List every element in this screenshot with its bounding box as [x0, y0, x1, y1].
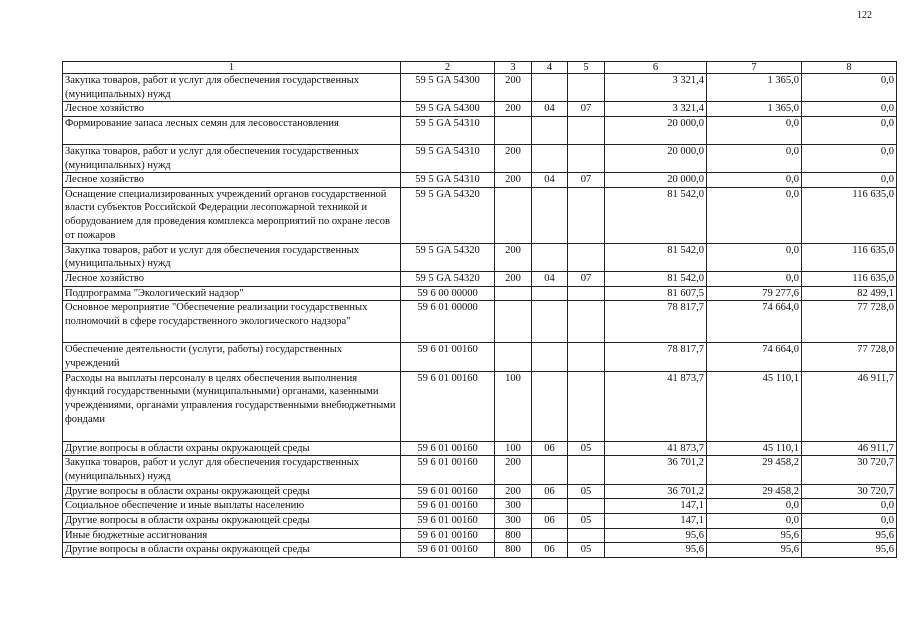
row-amount-6: 20 000,0 — [605, 144, 707, 172]
row-subsection — [568, 116, 605, 144]
row-subsection — [568, 343, 605, 371]
table-row — [63, 456, 897, 484]
row-name: Подпрограмма "Экологический надзор" — [63, 286, 401, 301]
row-code: 59 6 01 00160 — [401, 499, 495, 514]
table-row — [63, 74, 897, 102]
row-subsection: 05 — [568, 513, 605, 528]
row-code: 59 5 GA 54320 — [401, 187, 495, 243]
row-expense-type — [495, 286, 532, 301]
row-code: 59 5 GA 54310 — [401, 173, 495, 188]
row-amount-7: 74 664,0 — [707, 301, 802, 343]
row-amount-7: 0,0 — [707, 116, 802, 144]
row-amount-6: 3 321,4 — [605, 74, 707, 102]
budget-table — [62, 61, 897, 558]
row-amount-8: 77 728,0 — [802, 343, 897, 371]
row-section — [532, 371, 568, 441]
row-amount-7: 0,0 — [707, 187, 802, 243]
row-amount-7: 0,0 — [707, 513, 802, 528]
row-expense-type — [495, 116, 532, 144]
row-name: Закупка товаров, работ и услуг для обеспечения государственных (муниципальных) нужд — [63, 456, 401, 484]
row-code: 59 6 01 00000 — [401, 301, 495, 343]
table-row — [63, 286, 897, 301]
row-section: 06 — [532, 543, 568, 558]
row-amount-8: 77 728,0 — [802, 301, 897, 343]
row-subsection — [568, 371, 605, 441]
header-row — [63, 62, 897, 74]
row-name: Оснащение специализированных учреждений органов государственной власти субъектов Российской Федерации лесопожарной техникой и оборудованием для проведения комплекса мероприятий по охране лесов от пожаров — [63, 187, 401, 243]
row-code: 59 6 01 00160 — [401, 441, 495, 456]
row-section: 04 — [532, 102, 568, 117]
row-amount-8: 0,0 — [802, 144, 897, 172]
row-subsection — [568, 301, 605, 343]
row-expense-type — [495, 301, 532, 343]
row-amount-7: 45 110,1 — [707, 441, 802, 456]
row-amount-6: 81 542,0 — [605, 272, 707, 287]
row-section — [532, 456, 568, 484]
row-name: Другие вопросы в области охраны окружающей среды — [63, 484, 401, 499]
row-name: Закупка товаров, работ и услуг для обеспечения государственных (муниципальных) нужд — [63, 144, 401, 172]
row-amount-7: 1 365,0 — [707, 102, 802, 117]
row-amount-6: 95,6 — [605, 543, 707, 558]
row-expense-type: 200 — [495, 456, 532, 484]
table-row — [63, 144, 897, 172]
row-amount-7: 29 458,2 — [707, 456, 802, 484]
row-amount-8: 116 635,0 — [802, 272, 897, 287]
row-expense-type — [495, 343, 532, 371]
row-name: Другие вопросы в области охраны окружающей среды — [63, 441, 401, 456]
row-amount-8: 95,6 — [802, 543, 897, 558]
row-expense-type: 200 — [495, 272, 532, 287]
row-amount-7: 0,0 — [707, 243, 802, 271]
row-amount-8: 0,0 — [802, 116, 897, 144]
row-amount-6: 78 817,7 — [605, 301, 707, 343]
row-expense-type: 200 — [495, 243, 532, 271]
row-name: Лесное хозяйство — [63, 272, 401, 287]
row-amount-7: 95,6 — [707, 528, 802, 543]
row-name: Лесное хозяйство — [63, 102, 401, 117]
row-name: Другие вопросы в области охраны окружающей среды — [63, 513, 401, 528]
row-amount-8: 0,0 — [802, 513, 897, 528]
header-cell: 3 — [495, 62, 532, 74]
row-subsection: 05 — [568, 484, 605, 499]
row-expense-type: 200 — [495, 144, 532, 172]
row-code: 59 5 GA 54300 — [401, 74, 495, 102]
row-amount-7: 0,0 — [707, 272, 802, 287]
row-section: 06 — [532, 441, 568, 456]
row-subsection — [568, 499, 605, 514]
row-code: 59 6 01 00160 — [401, 343, 495, 371]
row-name: Закупка товаров, работ и услуг для обеспечения государственных (муниципальных) нужд — [63, 243, 401, 271]
row-amount-8: 0,0 — [802, 499, 897, 514]
table-row — [63, 371, 897, 441]
row-expense-type: 300 — [495, 499, 532, 514]
table-row — [63, 173, 897, 188]
row-subsection: 05 — [568, 441, 605, 456]
row-subsection — [568, 74, 605, 102]
table-row — [63, 484, 897, 499]
header-cell: 5 — [568, 62, 605, 74]
row-name: Основное мероприятие "Обеспечение реализации государственных полномочий в сфере государственного экологического надзора" — [63, 301, 401, 343]
row-code: 59 5 GA 54310 — [401, 116, 495, 144]
row-amount-7: 79 277,6 — [707, 286, 802, 301]
header-cell: 4 — [532, 62, 568, 74]
row-subsection: 07 — [568, 102, 605, 117]
row-amount-8: 116 635,0 — [802, 187, 897, 243]
table-row — [63, 116, 897, 144]
row-subsection — [568, 144, 605, 172]
header-cell: 7 — [707, 62, 802, 74]
table-row — [63, 499, 897, 514]
row-name: Социальное обеспечение и иные выплаты населению — [63, 499, 401, 514]
header-cell: 2 — [401, 62, 495, 74]
row-amount-7: 29 458,2 — [707, 484, 802, 499]
row-expense-type: 200 — [495, 102, 532, 117]
row-expense-type: 800 — [495, 528, 532, 543]
row-amount-6: 81 607,5 — [605, 286, 707, 301]
row-section — [532, 343, 568, 371]
table-row — [63, 343, 897, 371]
row-subsection — [568, 528, 605, 543]
row-subsection: 05 — [568, 543, 605, 558]
row-name: Иные бюджетные ассигнования — [63, 528, 401, 543]
table-row — [63, 301, 897, 343]
row-amount-6: 81 542,0 — [605, 243, 707, 271]
row-amount-8: 46 911,7 — [802, 371, 897, 441]
row-subsection — [568, 456, 605, 484]
row-amount-8: 0,0 — [802, 74, 897, 102]
row-amount-8: 0,0 — [802, 102, 897, 117]
table-row — [63, 513, 897, 528]
row-section — [532, 187, 568, 243]
row-amount-7: 0,0 — [707, 499, 802, 514]
header-cell: 8 — [802, 62, 897, 74]
row-amount-7: 74 664,0 — [707, 343, 802, 371]
row-code: 59 5 GA 54320 — [401, 272, 495, 287]
row-section — [532, 243, 568, 271]
row-amount-7: 0,0 — [707, 144, 802, 172]
row-amount-6: 41 873,7 — [605, 441, 707, 456]
row-section — [532, 528, 568, 543]
row-code: 59 6 01 00160 — [401, 543, 495, 558]
row-amount-6: 3 321,4 — [605, 102, 707, 117]
row-amount-6: 81 542,0 — [605, 187, 707, 243]
table-row — [63, 441, 897, 456]
row-section — [532, 74, 568, 102]
row-section — [532, 116, 568, 144]
row-amount-6: 20 000,0 — [605, 116, 707, 144]
row-code: 59 6 01 00160 — [401, 484, 495, 499]
row-code: 59 6 01 00160 — [401, 371, 495, 441]
row-name: Закупка товаров, работ и услуг для обеспечения государственных (муниципальных) нужд — [63, 74, 401, 102]
row-expense-type: 200 — [495, 173, 532, 188]
row-amount-8: 0,0 — [802, 173, 897, 188]
row-code: 59 6 00 00000 — [401, 286, 495, 301]
row-code: 59 6 01 00160 — [401, 456, 495, 484]
row-amount-8: 30 720,7 — [802, 484, 897, 499]
row-name: Обеспечение деятельности (услуги, работы) государственных учреждений — [63, 343, 401, 371]
row-amount-6: 147,1 — [605, 513, 707, 528]
row-section: 06 — [532, 513, 568, 528]
row-amount-7: 0,0 — [707, 173, 802, 188]
row-expense-type: 100 — [495, 371, 532, 441]
table-row — [63, 187, 897, 243]
row-subsection: 07 — [568, 173, 605, 188]
row-name: Лесное хозяйство — [63, 173, 401, 188]
table-row — [63, 102, 897, 117]
row-code: 59 6 01 00160 — [401, 528, 495, 543]
row-section: 04 — [532, 173, 568, 188]
row-expense-type: 300 — [495, 513, 532, 528]
row-amount-6: 95,6 — [605, 528, 707, 543]
row-expense-type: 800 — [495, 543, 532, 558]
row-amount-7: 45 110,1 — [707, 371, 802, 441]
row-section — [532, 286, 568, 301]
row-expense-type: 100 — [495, 441, 532, 456]
row-name: Расходы на выплаты персоналу в целях обеспечения выполнения функций государственными (муниципальными) органами, казенными учреждениями, органами управления государственными внебюджетными фондами — [63, 371, 401, 441]
row-code: 59 5 GA 54310 — [401, 144, 495, 172]
row-section: 04 — [532, 272, 568, 287]
header-cell: 6 — [605, 62, 707, 74]
row-expense-type: 200 — [495, 484, 532, 499]
row-code: 59 5 GA 54320 — [401, 243, 495, 271]
table-row — [63, 528, 897, 543]
row-section: 06 — [532, 484, 568, 499]
row-amount-8: 116 635,0 — [802, 243, 897, 271]
row-amount-8: 46 911,7 — [802, 441, 897, 456]
row-name: Формирование запаса лесных семян для лесовосстановления — [63, 116, 401, 144]
page-number: 122 — [857, 10, 872, 21]
row-subsection — [568, 243, 605, 271]
row-amount-6: 41 873,7 — [605, 371, 707, 441]
row-subsection: 07 — [568, 272, 605, 287]
row-code: 59 6 01 00160 — [401, 513, 495, 528]
row-amount-8: 95,6 — [802, 528, 897, 543]
row-section — [532, 499, 568, 514]
row-section — [532, 301, 568, 343]
table-row — [63, 543, 897, 558]
row-amount-6: 78 817,7 — [605, 343, 707, 371]
row-amount-6: 147,1 — [605, 499, 707, 514]
row-amount-6: 20 000,0 — [605, 173, 707, 188]
row-expense-type — [495, 187, 532, 243]
row-amount-7: 1 365,0 — [707, 74, 802, 102]
row-subsection — [568, 286, 605, 301]
row-subsection — [568, 187, 605, 243]
row-section — [532, 144, 568, 172]
row-code: 59 5 GA 54300 — [401, 102, 495, 117]
row-amount-6: 36 701,2 — [605, 484, 707, 499]
row-amount-7: 95,6 — [707, 543, 802, 558]
row-amount-8: 30 720,7 — [802, 456, 897, 484]
row-amount-8: 82 499,1 — [802, 286, 897, 301]
table-row — [63, 243, 897, 271]
table-row — [63, 272, 897, 287]
row-amount-6: 36 701,2 — [605, 456, 707, 484]
row-expense-type: 200 — [495, 74, 532, 102]
row-name: Другие вопросы в области охраны окружающей среды — [63, 543, 401, 558]
header-cell: 1 — [63, 62, 401, 74]
